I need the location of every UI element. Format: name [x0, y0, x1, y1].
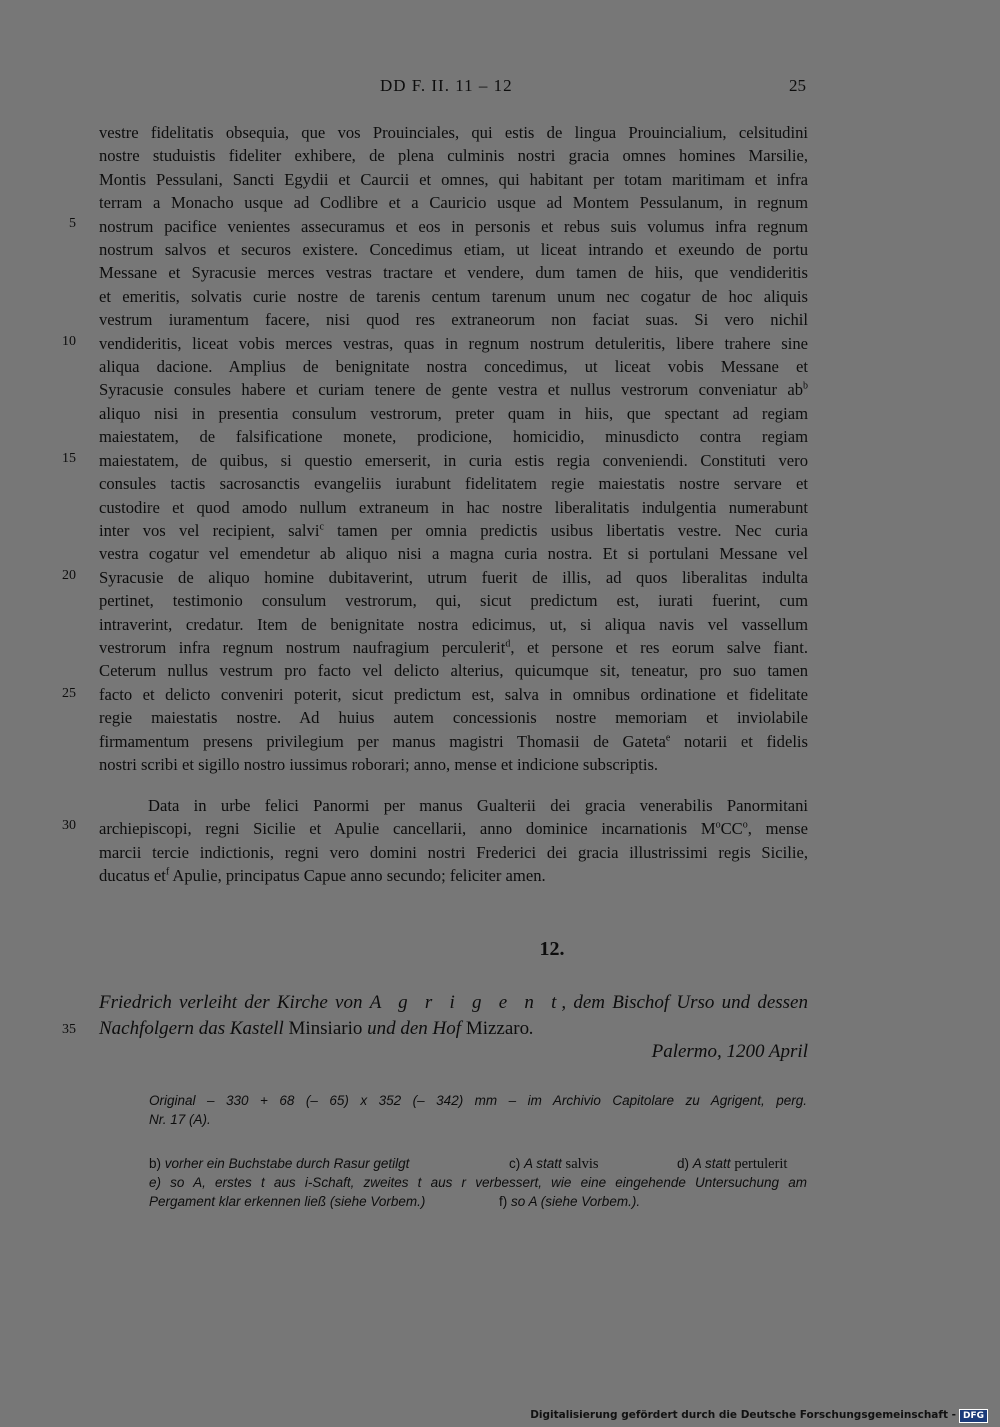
regest — [99, 990, 808, 1042]
text-line: vestrum iuramentum facere, nisi quod res extraneorum non faciat suas. Si vero nichil — [99, 310, 808, 330]
text-line: nostrum salvos et securos existere. Concedimus etiam, ut liceat intrando et exeundo de portu — [99, 240, 808, 260]
text-segment: inter vos vel recipient, salvi — [99, 520, 320, 540]
footnote-letter: b) — [149, 1156, 162, 1171]
footnote-text: A statt — [524, 1156, 562, 1171]
line-number: 10 — [62, 334, 76, 349]
footnote-f — [499, 1192, 640, 1211]
text-segment: CC — [720, 819, 743, 839]
charter-text — [99, 121, 808, 776]
footnote-row — [149, 1154, 807, 1173]
text-line: facto et delicto conveniri poterit, sicut predictum est, salva in omnibus ordinatione et fidelitate — [99, 684, 808, 704]
regest-line — [99, 990, 808, 1016]
superscript: o — [742, 819, 748, 831]
text-segment: archiepiscopi, regni Sicilie et Apulie cancellarii, anno dominice incarnationis M — [99, 819, 716, 839]
footnote-letter: d) — [677, 1156, 690, 1171]
footnotes — [149, 1154, 807, 1211]
text-line: vendideritis, liceat vobis merces vestras, quas in regnum nostrum detuleritis, libere trahere sine — [99, 333, 808, 353]
text-line — [99, 378, 808, 401]
place-name: Minsiario — [288, 1018, 363, 1039]
text-line: Montis Pessulani, Sancti Egydii et Caurcii et omnes, qui habitant per totam maritimam et infra — [99, 169, 808, 189]
text-line: nostrum pacifice venientes assecuramus et eos in personis et rebus suis volumus infra regnum — [99, 216, 808, 236]
footnote-word: salvis — [565, 1156, 599, 1172]
footnote-e — [149, 1173, 807, 1192]
text-line: Syracusie de aliquo homine dubitaverint, utrum fuerit de illis, ad quos liberalitas indulta — [99, 567, 808, 587]
text-line: terram a Monacho usque ad Codlibre et a Cauricio usque ad Montem Pessulanum, in regnum — [99, 193, 808, 213]
text-line: aliqua dacione. Amplius de benignitate nostra concedimus, ut liceat vobis Messane et — [99, 357, 808, 377]
text-line — [99, 636, 808, 659]
text-line: Data in urbe felici Panormi per manus Gualterii dei gracia venerabilis Panormitani — [148, 796, 808, 815]
line-number: 20 — [62, 568, 76, 583]
dfg-logo: DFG — [959, 1409, 988, 1423]
text-segment: vestrorum infra regnum nostrum naufragium perculerit — [99, 637, 506, 657]
line-number: 30 — [62, 818, 76, 833]
text-line: nostre studuistis fideliter exhibere, de plena culminis nostri gracia omnes homines Marsilie, — [99, 146, 808, 166]
text-line: maiestatem, de falsificatione monete, prodicione, homicidio, minusdicto contra regiam — [99, 427, 808, 447]
footnote-mark: b — [803, 380, 808, 392]
text-line: pertinet, testimonio consulum vestrorum, qui, sicut predictum est, iurati fuerint, cum — [99, 591, 808, 611]
source-note — [149, 1091, 807, 1129]
footnote-mark: e — [665, 732, 671, 744]
text-line: nostri scribi et sigillo nostro iussimus roborari; anno, mense et indicione subscriptis. — [99, 754, 659, 774]
dating-clause — [99, 794, 808, 888]
text-line: aliquo nisi in presentia consulum vestrorum, preter quam in hiis, que spectant ad regiam — [99, 403, 808, 423]
text-line: vestre fidelitatis obsequia, que vos Prouinciales, qui estis de lingua Prouincialium, celsitudini — [99, 123, 808, 142]
footnote-text: A statt — [692, 1156, 731, 1171]
text-line: regie maiestatis nostre. Ad huius autem concessionis nostre memoriam et inviolabile — [99, 708, 808, 728]
text-segment: Nachfolgern das Kastell — [99, 1018, 289, 1039]
place-date: Palermo, 1200 April — [651, 1041, 808, 1062]
footnote-word: pertulerit — [734, 1156, 788, 1172]
footnote-mark: f — [165, 866, 170, 878]
text-line — [99, 519, 808, 542]
footnote-text: e) so A, erstes t aus i-Schaft, zweites t aus r verbessert, wie eine eingehende Untersuchung am — [149, 1175, 807, 1190]
text-segment: . — [529, 1018, 534, 1039]
line-number: 35 — [62, 1022, 76, 1037]
text-line: maiestatem, de quibus, si questio emerserit, in curia estis regia conveniendi. Constituti vero — [99, 450, 808, 470]
text-line: custodire et quod amodo nullum extraneum in hac nostre liberalitatis indulgentia numerabunt — [99, 497, 808, 517]
text-line: marcii tercie indictionis, regni vero domini nostri Frederici dei gracia illustrissimi regis Sicilie, — [99, 842, 808, 862]
text-line: Messane et Syracusie merces vestras tractare et vendere, dum tamen de hiis, que vendideritis — [99, 263, 808, 283]
text-segment: ducatus et — [99, 866, 166, 886]
running-title: DD F. II. 11 – 12 — [380, 76, 513, 95]
text-segment: Apulie, principatus Capue anno secundo; feliciter amen. — [169, 866, 546, 886]
footnote-mark: d — [505, 638, 511, 650]
footnote-letter: f) — [499, 1194, 508, 1209]
digitization-credit — [530, 1409, 988, 1423]
text-segment: Friedrich verleiht der Kirche von — [99, 992, 370, 1013]
footnote-text: Pergament klar erkennen ließ (siehe Vorbem.) — [149, 1194, 426, 1209]
text-line: Ceterum nullus vestrum pro facto vel delicto alterius, quicumque sit, teneatur, pro suo tamen — [99, 661, 808, 681]
footnote-c — [509, 1154, 599, 1174]
text-segment: Syracusie consules habere et curiam tenere de gente vestra et nullus vestrorum conveniatur ab — [99, 380, 803, 400]
regest-line — [99, 1016, 808, 1042]
line-number: 25 — [62, 686, 76, 701]
credit-text: Digitalisierung gefördert durch die Deutsche Forschungsgemeinschaft - — [530, 1409, 956, 1421]
page-number: 25 — [789, 76, 806, 95]
superscript: o — [715, 819, 721, 831]
text-segment: tamen per omnia predictis usibus libertatis vestre. Nec curia — [323, 520, 808, 540]
footnote-text: so A (siehe Vorbem.). — [511, 1194, 641, 1209]
text-line: intraverint, credatur. Item de benignitate nostra edicimus, ut, si aliqua navis vel vassellum — [99, 614, 808, 634]
text-line — [99, 864, 808, 887]
line-number: 5 — [69, 216, 76, 231]
page-header — [0, 76, 1000, 100]
document-number: 12. — [539, 938, 565, 960]
text-segment: , dem Bischof Urso und dessen — [561, 992, 808, 1013]
text-segment: , et persone et res eorum salve fiant. — [510, 637, 808, 657]
text-segment: firmamentum presens privilegium per manus magistri Thomasii de Gateta — [99, 731, 666, 751]
place-name: A g r i g e n t — [369, 992, 562, 1013]
source-line: Original – 330 + 68 (– 65) x 352 (– 342) mm – im Archivio Capitolare zu Agrigent, perg. — [149, 1093, 807, 1108]
text-segment: notarii et fidelis — [670, 731, 808, 751]
text-line: vestra cogatur vel emendetur ab aliquo nisi a magna curia nostra. Et si portulani Messane vel — [99, 544, 808, 564]
footnote-b — [149, 1154, 409, 1173]
footnote-text: vorher ein Buchstabe durch Rasur getilgt — [164, 1156, 410, 1171]
footnote-d — [677, 1154, 787, 1174]
text-line — [99, 730, 808, 753]
text-line: consules tactis sacrosanctis evangeliis iurabunt fidelitatem regie maiestatis nostre servare et — [99, 474, 808, 494]
footnote-e-cont — [149, 1192, 425, 1211]
text-line — [99, 817, 808, 840]
footnote-mark: c — [319, 521, 324, 533]
line-number: 15 — [62, 451, 76, 466]
text-line: et emeritis, solvatis curie nostre de tarenis centum tarenum unum nec cogatur de hoc aliquis — [99, 286, 808, 306]
footnote-row — [149, 1192, 807, 1211]
source-line: Nr. 17 (A). — [149, 1112, 211, 1127]
text-segment: , mense — [747, 819, 808, 839]
footnote-letter: c) — [509, 1156, 521, 1171]
place-name: Mizzaro — [465, 1018, 530, 1039]
text-segment: und den Hof — [362, 1018, 466, 1039]
